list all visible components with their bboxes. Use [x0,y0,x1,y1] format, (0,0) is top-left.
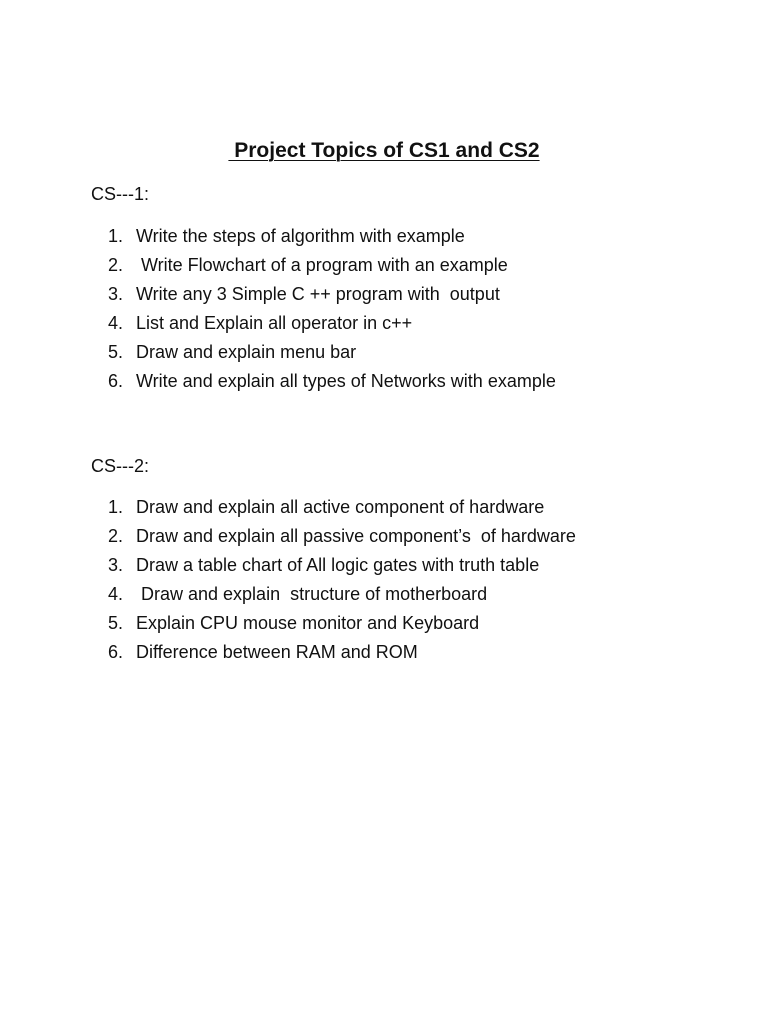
list-item [108,525,576,554]
topic-list-cs1 [108,225,556,399]
list-item-number: 3. [108,555,124,575]
page-title [0,138,768,164]
list-item [108,583,576,612]
list-item-number: 1. [108,497,124,517]
list-item [108,283,556,312]
list-item-text: Draw and explain structure of motherboard [136,584,488,604]
list-item [108,612,576,641]
list-item-text: Difference between RAM and ROM [136,642,418,662]
list-item [108,225,556,254]
list-item-number: 3. [108,284,124,304]
list-item-number: 4. [108,584,124,604]
list-item-number: 4. [108,313,124,333]
list-item [108,341,556,370]
list-item [108,554,576,583]
topic-list-cs2 [108,496,576,670]
list-item [108,254,556,283]
list-item-text: Draw a table chart of All logic gates with truth table [136,555,540,575]
list-item-number: 6. [108,371,124,391]
section-heading-cs2: CS---2: [91,456,149,476]
list-item-text: Write any 3 Simple C ++ program with output [136,284,500,304]
list-item-number: 6. [108,642,124,662]
list-item-number: 5. [108,342,124,362]
list-item-text: Draw and explain all active component of hardware [136,497,545,517]
list-item-number: 5. [108,613,124,633]
list-item-number: 1. [108,226,124,246]
list-item [108,370,556,399]
list-item-text: Write and explain all types of Networks with example [136,371,556,391]
page-title-text: Project Topics of CS1 and CS2 [228,139,540,162]
list-item-text: List and Explain all operator in c++ [136,313,413,333]
section-heading-cs1: CS---1: [91,184,149,204]
list-item-text: Draw and explain menu bar [136,342,357,362]
list-item [108,496,576,525]
list-item-number: 2. [108,526,124,546]
list-item [108,641,576,670]
list-item-text: Draw and explain all passive component’s of hardware [136,526,576,546]
list-item [108,312,556,341]
list-item-text: Write the steps of algorithm with example [136,226,465,246]
list-item-text: Explain CPU mouse monitor and Keyboard [136,613,480,633]
list-item-text: Write Flowchart of a program with an example [136,255,508,275]
list-item-number: 2. [108,255,124,275]
